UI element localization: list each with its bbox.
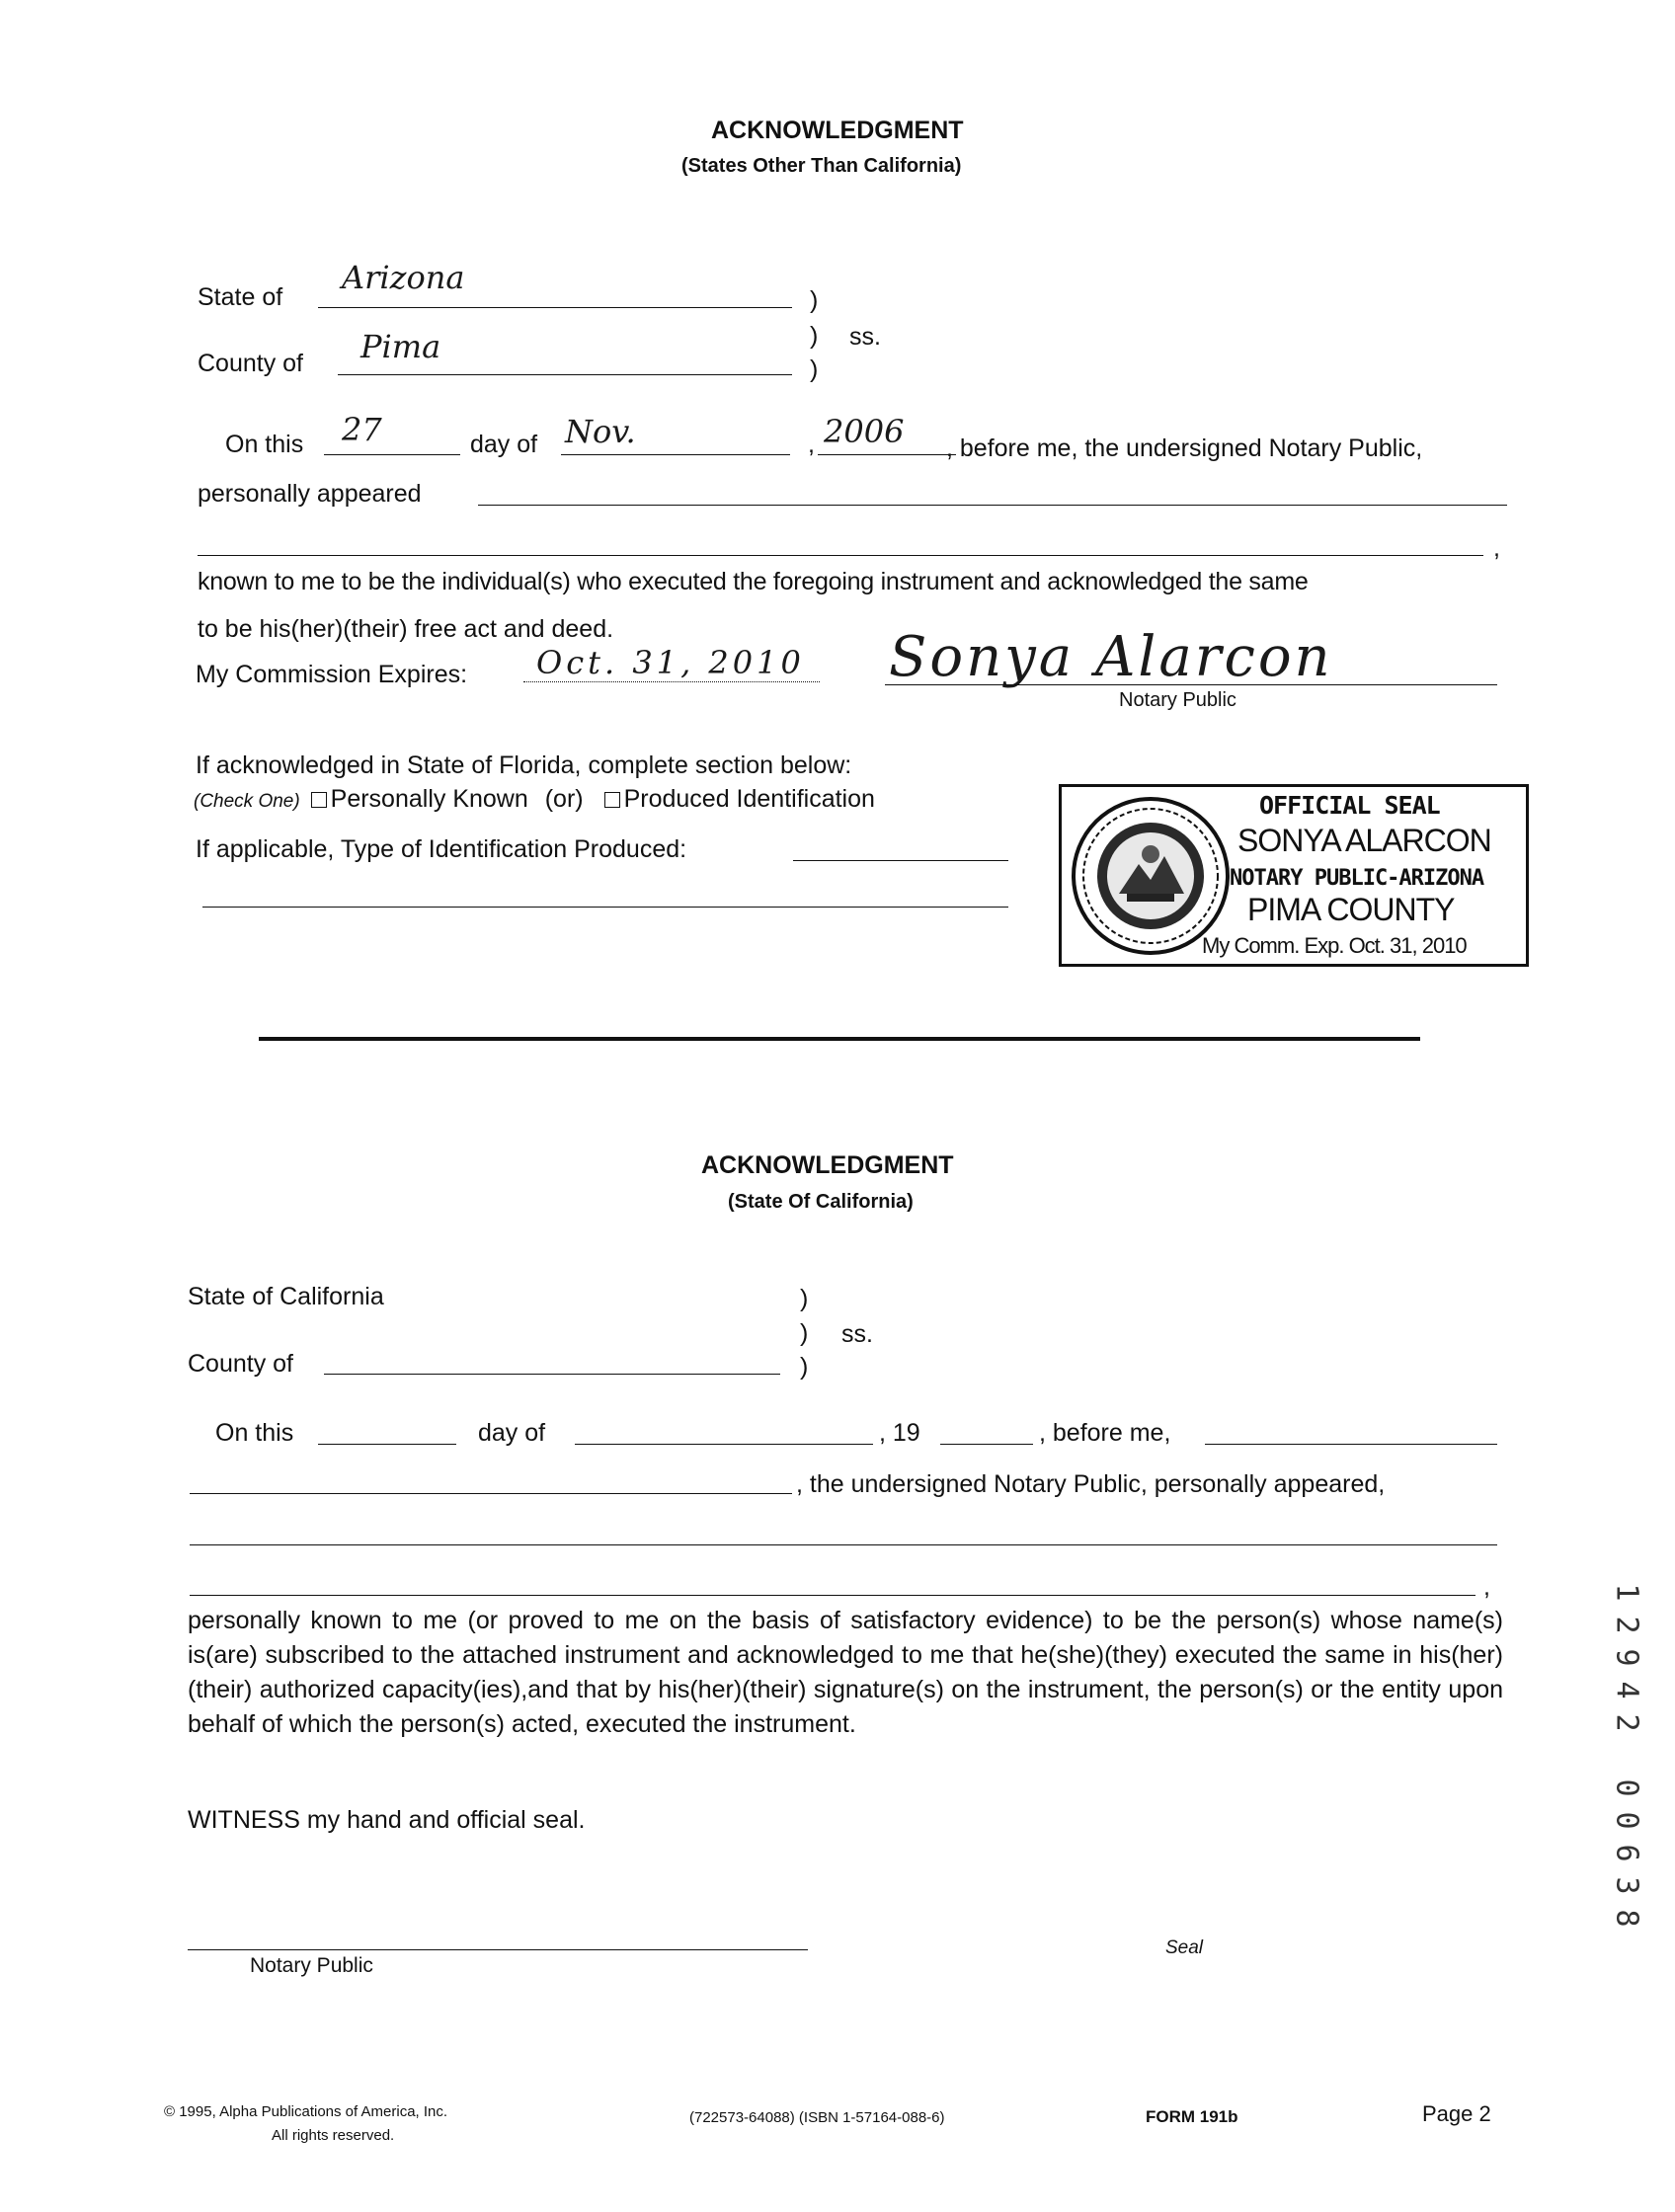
side-stamp-char (1611, 1741, 1643, 1771)
on-this-label: On this (225, 431, 304, 458)
ca-year-line (940, 1444, 1033, 1445)
footer-form: FORM 191b (1146, 2107, 1238, 2126)
ca-county-label: County of (188, 1350, 294, 1378)
ca-notary-public-label: Notary Public (250, 1954, 373, 1977)
side-stamp-char: 9 (1609, 1648, 1644, 1667)
florida-instruction: If acknowledged in State of Florida, complete section below: (196, 751, 852, 779)
side-stamp-char: 4 (1609, 1681, 1644, 1699)
state-label: State of (198, 283, 283, 311)
official-seal-stamp (1059, 784, 1529, 967)
appeared-comma: , (1493, 534, 1500, 562)
month-line (561, 454, 790, 455)
footer-page: Page 2 (1422, 2101, 1491, 2126)
side-stamp-char: 0 (1609, 1811, 1644, 1830)
county-label: County of (198, 350, 304, 377)
footer-rights: All rights reserved. (272, 2127, 395, 2144)
section-california-subtitle: (State Of California) (728, 1191, 914, 1213)
ca-paren-2: ) (800, 1319, 809, 1347)
ca-name-line-3 (190, 1595, 1476, 1596)
seal-line-1: OFFICIAL SEAL (1259, 791, 1440, 820)
commission-value: Oct. 31, 2010 (536, 644, 805, 681)
day-of-label: day of (470, 431, 538, 458)
personally-known-label: Personally Known (330, 785, 528, 813)
side-recording-stamp (1609, 1576, 1644, 1935)
state-value: Arizona (342, 259, 465, 296)
notary-public-label: Notary Public (1119, 689, 1236, 711)
footer-isbn: (722573-64088) (ISBN 1-57164-088-6) (689, 2109, 945, 2126)
paren-2: ) (810, 322, 819, 350)
paren-1: ) (810, 286, 819, 314)
ca-county-line (324, 1374, 780, 1375)
produced-id-checkbox[interactable] (604, 792, 620, 808)
footer-copyright: © 1995, Alpha Publications of America, Inc. (164, 2103, 448, 2120)
id-type-line-1 (793, 860, 1008, 861)
year-line (818, 454, 956, 455)
appeared-line-1 (478, 505, 1507, 506)
ca-notary-signature-line (188, 1949, 808, 1950)
ca-ss-label: ss. (841, 1320, 873, 1348)
side-stamp-char: 0 (1609, 1778, 1644, 1797)
ca-body-paragraph: personally known to me (or proved to me on the basis of satisfactory evidence) to be the person(s) whose name(s) is(are) subscribed to the attached instrument and acknowledged to me that he(she)(they) executed the same in his(her)(their) authorized capacity(ies),and that by his(her)(their) signature(s) on the instrument, the person(s) or the entity upon behalf of which the person(s) acted, executed the instrument. (188, 1607, 1503, 1738)
year-comma: , (808, 431, 815, 458)
personally-appeared-label: personally appeared (198, 480, 422, 508)
section-other-title: ACKNOWLEDGMENT (711, 117, 964, 144)
year-value: 2006 (824, 413, 905, 450)
ca-month-line (575, 1444, 873, 1445)
side-stamp-char: 2 (1609, 1616, 1644, 1634)
state-line (318, 307, 792, 308)
ca-paren-1: ) (800, 1285, 809, 1312)
or-label: (or) (544, 785, 584, 813)
day-value: 27 (342, 411, 382, 448)
section-divider (259, 1037, 1420, 1041)
personally-known-checkbox[interactable] (311, 792, 327, 808)
section-other-subtitle: (States Other Than California) (681, 155, 962, 177)
side-stamp-char: 2 (1609, 1713, 1644, 1732)
ca-year-prefix: , 19 (879, 1419, 920, 1447)
side-stamp-char: 8 (1609, 1909, 1644, 1928)
id-type-label: If applicable, Type of Identification Produced: (196, 835, 687, 863)
known-line-2: to be his(her)(their) free act and deed. (198, 615, 614, 643)
id-type-line-2 (202, 907, 1008, 908)
ca-day-line (318, 1444, 456, 1445)
ca-name-line-2 (190, 1544, 1497, 1545)
commission-label: My Commission Expires: (196, 661, 468, 688)
ca-name-line-1 (190, 1493, 792, 1494)
side-stamp-char: 3 (1609, 1876, 1644, 1895)
known-line-1: known to me to be the individual(s) who executed the foregoing instrument and acknowledged the same (198, 568, 1309, 595)
section-california-title: ACKNOWLEDGMENT (701, 1151, 954, 1179)
seal-line-4: PIMA COUNTY (1247, 892, 1455, 927)
seal-line-2: SONYA ALARCON (1237, 823, 1491, 858)
county-value: Pima (360, 328, 441, 365)
ca-seal-label: Seal (1165, 1937, 1204, 1958)
ss-label: ss. (849, 323, 881, 351)
county-line (338, 374, 792, 375)
ca-day-of-label: day of (478, 1419, 546, 1447)
ca-undersigned-text: , the undersigned Notary Public, personally appeared, (796, 1470, 1386, 1498)
ca-state-label: State of California (188, 1283, 384, 1310)
commission-line (523, 681, 820, 682)
ca-before-me: , before me, (1039, 1419, 1171, 1447)
before-me-text: , before me, the undersigned Notary Public, (946, 434, 1423, 462)
florida-check-row (194, 784, 875, 817)
ca-paren-3: ) (800, 1353, 809, 1381)
seal-line-3: NOTARY PUBLIC-ARIZONA (1230, 866, 1484, 891)
side-stamp-char: 1 (1609, 1583, 1644, 1602)
seal-line-5: My Comm. Exp. Oct. 31, 2010 (1202, 933, 1467, 958)
ca-before-me-line (1205, 1444, 1497, 1445)
appeared-line-2 (198, 555, 1483, 556)
ca-name-comma: , (1483, 1573, 1490, 1601)
paren-3: ) (810, 356, 819, 383)
notary-signature: Sonya Alarcon (889, 625, 1333, 689)
day-line (324, 454, 460, 455)
produced-id-label: Produced Identification (623, 785, 875, 813)
ca-witness-text: WITNESS my hand and official seal. (188, 1806, 586, 1834)
side-stamp-char: 6 (1609, 1844, 1644, 1862)
check-one-label: (Check One) (194, 791, 300, 812)
ca-on-this-label: On this (215, 1419, 294, 1447)
month-value: Nov. (565, 413, 636, 450)
